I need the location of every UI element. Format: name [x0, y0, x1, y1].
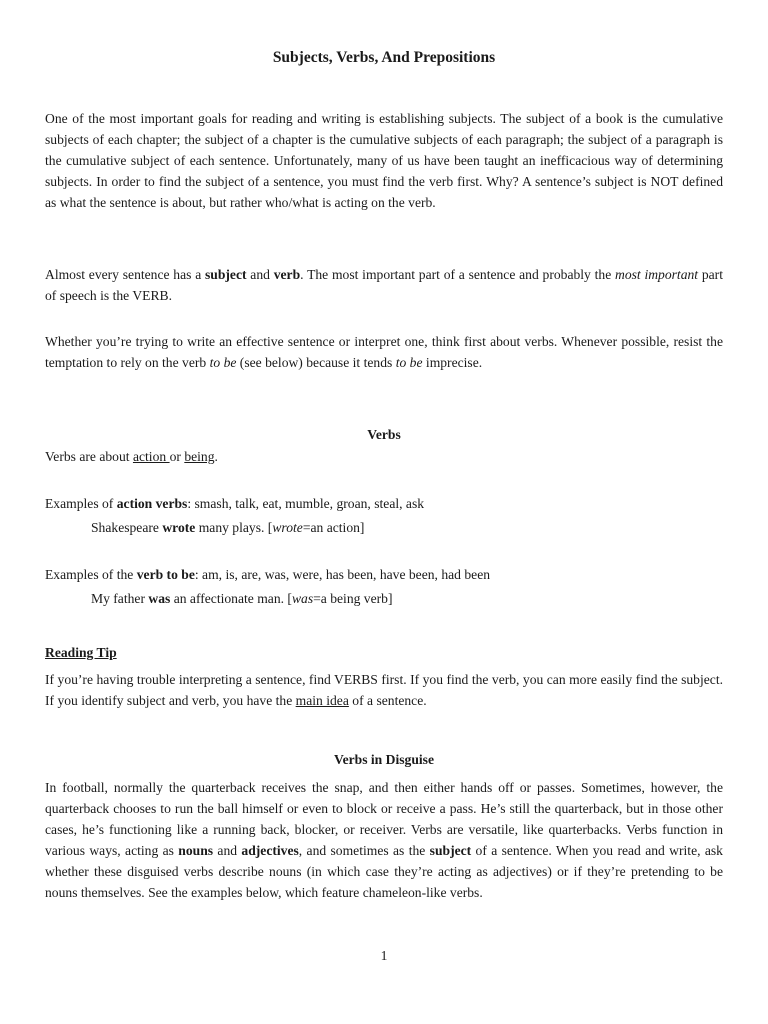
- bold-nouns: nouns: [178, 843, 214, 858]
- text-run: Shakespeare: [91, 520, 163, 535]
- reading-tip-paragraph: [45, 669, 723, 711]
- action-verb-example: [91, 517, 364, 538]
- underlined-being: being: [184, 449, 215, 464]
- text-run: Verbs are about: [45, 449, 133, 464]
- text-run: of a sentence. When you read and write, ask whether these disguised verbs describe nouns (in which case they’re acting as adjectives) or if they’re pretending to be nouns themselves. See the examples below, which feature chameleon-like verbs.: [45, 843, 723, 900]
- text-run: part of speech is the VERB.: [45, 267, 723, 303]
- text-run: .: [214, 449, 218, 464]
- text-run: many plays. [: [195, 520, 273, 535]
- text-run: =a being verb]: [313, 591, 393, 606]
- bold-verb-to-be: verb to be: [136, 567, 195, 582]
- verbs-in-disguise-heading: Verbs in Disguise: [334, 752, 434, 767]
- bold-verb: verb: [273, 267, 301, 282]
- bold-subject: subject: [429, 843, 472, 858]
- text-run: or: [169, 449, 185, 464]
- bold-adjectives: adjectives: [241, 843, 299, 858]
- text-run: Whether you’re trying to write an effective sentence or interpret one, think first about verbs. Whenever possible, resist the temptation to rely on the verb: [45, 334, 723, 370]
- bold-wrote: wrote: [162, 520, 196, 535]
- text-run: : am, is, are, was, were, has been, have been, had been: [194, 567, 491, 582]
- verbs-about-line: [45, 446, 218, 467]
- verb-to-be-line: [45, 564, 490, 585]
- italic-to-be: to be: [209, 355, 237, 370]
- verbs-in-disguise-paragraph: [45, 777, 723, 903]
- action-verbs-line: [45, 493, 424, 514]
- italic-to-be: to be: [395, 355, 423, 370]
- verbs-first-paragraph: [45, 331, 723, 373]
- bold-was: was: [148, 591, 171, 606]
- text-run: . The most important part of a sentence and probably the: [300, 267, 615, 282]
- intro-paragraph: One of the most important goals for reading and writing is establishing subjects. The subject of a book is the cumulative subjects of each chapter; the subject of a chapter is the cumulative subjects of each paragraph; the subject of a paragraph is the cumulative subject of each sentence. Unfortunately, many of us have been taught an inefficacious way of determining subjects. In order to find the subject of a sentence, you must find the verb first. Why? A sentence’s subject is NOT defined as what the sentence is about, but rather who/what is acting on the verb.: [45, 111, 723, 210]
- verbs-heading: Verbs: [367, 427, 401, 442]
- text-run: : smash, talk, eat, mumble, groan, steal, ask: [187, 496, 425, 511]
- bold-subject: subject: [205, 267, 247, 282]
- text-run: imprecise.: [422, 355, 483, 370]
- text-run: Examples of: [45, 496, 117, 511]
- text-run: an affectionate man. [: [170, 591, 292, 606]
- text-run: My father: [91, 591, 149, 606]
- page-number: 1: [380, 948, 388, 963]
- subject-verb-paragraph: [45, 264, 723, 306]
- text-run: and: [213, 843, 242, 858]
- page-title: Subjects, Verbs, And Prepositions: [272, 49, 496, 66]
- text-run: of a sentence.: [348, 693, 427, 708]
- text-run: If you’re having trouble interpreting a sentence, find VERBS first. If you find the verb, you can more easily find the subject. If you identify subject and verb, you have the: [45, 672, 723, 708]
- text-run: Examples of the: [45, 567, 137, 582]
- underlined-action: action: [132, 449, 170, 464]
- text-run: and: [246, 267, 274, 282]
- bold-action-verbs: action verbs: [116, 496, 188, 511]
- text-run: =an action]: [302, 520, 365, 535]
- text-run: (see below) because it tends: [236, 355, 396, 370]
- italic-most-important: most important: [615, 267, 699, 282]
- italic-was: was: [291, 591, 314, 606]
- italic-wrote: wrote: [272, 520, 303, 535]
- being-verb-example: [91, 588, 393, 609]
- underlined-main-idea: main idea: [295, 693, 349, 708]
- text-run: , and sometimes as the: [298, 843, 430, 858]
- reading-tip-heading: Reading Tip: [45, 645, 117, 660]
- text-run: In football, normally the quarterback receives the snap, and then either hands off or passes. Sometimes, however, the quarterback chooses to run the ball himself or even to block or receive a pass. He’s still the quarterback, but in those other cases, he’s functioning like a running back, blocker, or receiver. Verbs are versatile, like quarterbacks. Verbs function in various ways, acting as: [45, 780, 723, 858]
- text-run: Almost every sentence has a: [45, 267, 205, 282]
